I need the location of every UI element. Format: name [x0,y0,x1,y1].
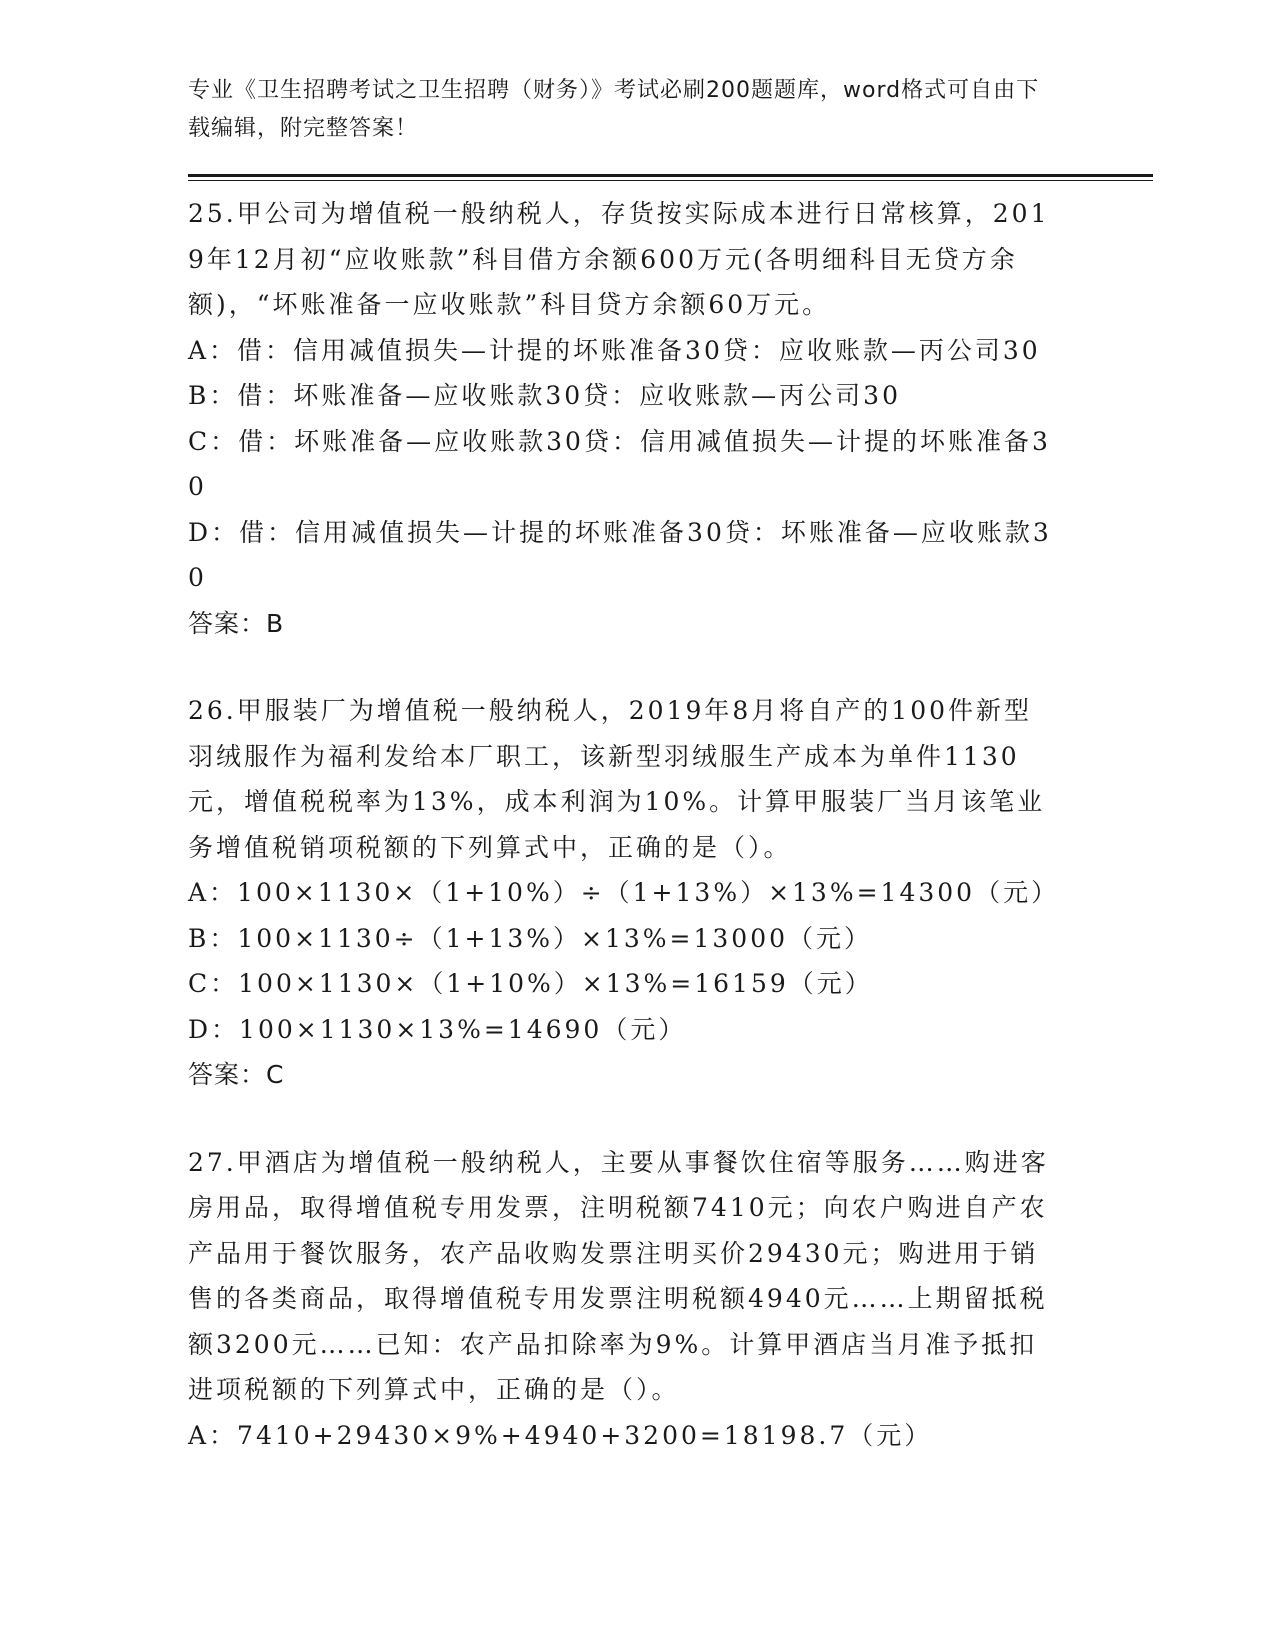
option-d: D：100×1130×13%=14690（元） [188,1014,687,1044]
document-page [188,72,1153,1458]
answer-line: 答案：B [188,608,285,638]
divider-thick-line [188,174,1153,177]
question-26 [188,688,1153,1098]
option-b: B：100×1130÷（1+13%）×13%=13000（元） [188,923,873,953]
option-a: A：7410+29430×9%+4940+3200=18198.7（元） [188,1420,933,1450]
option-a: A：借：信用减值损失—计提的坏账准备30贷：应收账款—丙公司30 [188,335,1041,365]
question-27 [188,1140,1153,1459]
option-d: D：借：信用减值损失—计提的坏账准备30贷：坏账准备—应收账款30 [188,517,1052,592]
header-divider [188,174,1153,181]
document-header: 专业《卫生招聘考试之卫生招聘（财务）》考试必刷200题题库，word格式可自由下载编辑，附完整答案！ [188,78,1040,141]
option-c: C：100×1130×（1+10%）×13%=16159（元） [188,969,873,998]
option-c: C：借：坏账准备—应收账款30贷：信用减值损失—计提的坏账准备30 [188,426,1051,501]
option-a: A：100×1130×（1+10%）÷（1+13%）×13%=14300（元） [188,878,1060,907]
option-b: B：借：坏账准备—应收账款30贷：应收账款—丙公司30 [188,381,901,410]
question-text: 25.甲公司为增值税一般纳税人，存货按实际成本进行日常核算，2019年12月初“应收账款”科目借方余额600万元(各明细科目无贷方余额)，“坏账准备一应收账款”科目贷方余额60万元。 [188,199,1050,319]
question-25 [188,191,1153,646]
question-text: 26.甲服装厂为增值税一般纳税人，2019年8月将自产的100件新型羽绒服作为福利发给本厂职工，该新型羽绒服生产成本为单件1130元，增值税税率为13%，成本利润为10%。计算甲服装厂当月该笔业务增值税销项税额的下列算式中，正确的是（）。 [188,696,1046,862]
divider-thin-line [188,180,1153,181]
answer-line: 答案：C [188,1060,285,1089]
question-text: 27.甲酒店为增值税一般纳税人，主要从事餐饮住宿等服务……购进客房用品，取得增值税专用发票，注明税额7410元；向农户购进自产农产品用于餐饮服务，农产品收购发票注明买价29430元；购进用于销售的各类商品，取得增值税专用发票注明税额4940元……上期留抵税额3200元……已知：农产品扣除率为9%。计算甲酒店当月准予抵扣进项税额的下列算式中，正确的是（）。 [188,1147,1049,1404]
